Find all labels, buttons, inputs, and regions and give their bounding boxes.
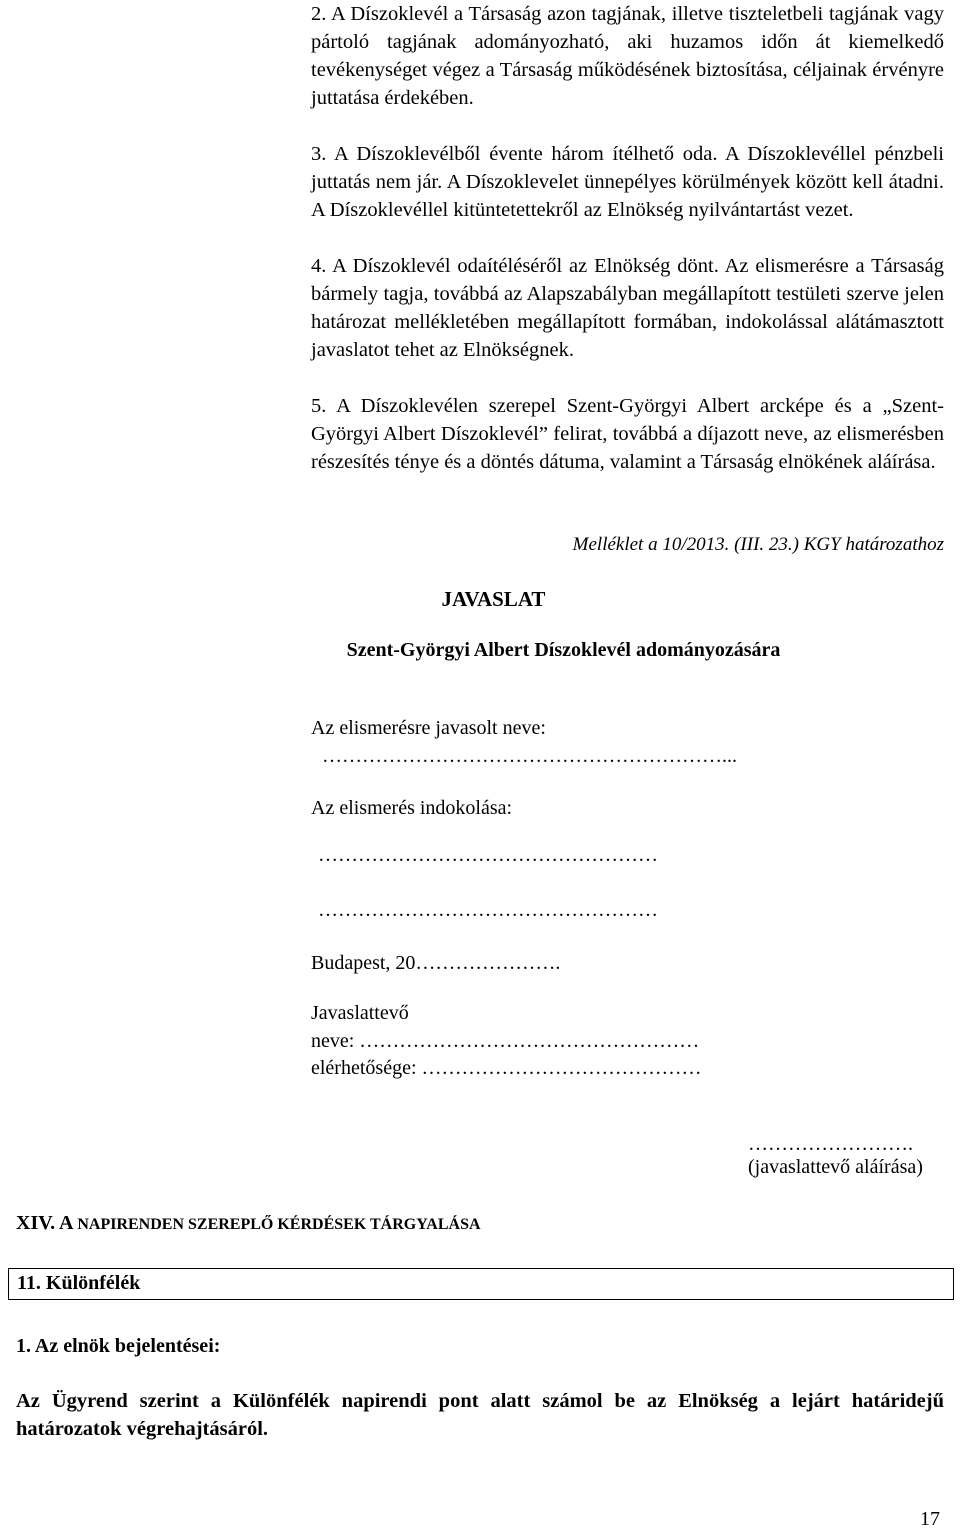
- paragraph-5: 5. A Díszoklevélen szerepel Szent-Györgyi Albert arcképe és a „Szent-Györgyi Albert Díszoklevél” felirat, továbbá a díjazott neve, az elismerésben részesítés ténye és a döntés dátuma, valamint a Társaság elnökének aláírása.: [311, 395, 944, 473]
- item-title: 1. Az elnök bejelentései:: [16, 1335, 221, 1357]
- form-reason-dots-2: ……………………………………………: [318, 899, 658, 921]
- subsection-title: 11. Különfélék: [17, 1272, 141, 1294]
- form-reason-dots-1: ……………………………………………: [318, 844, 658, 866]
- annex-title: JAVASLAT: [441, 587, 546, 611]
- annex-reference: Melléklet a 10/2013. (III. 23.) KGY határozathoz: [572, 534, 944, 555]
- form-place-date: Budapest, 20………………….: [311, 952, 561, 974]
- annex-subtitle: Szent-Györgyi Albert Díszoklevél adományozására: [346, 639, 781, 661]
- item-text: Az Ügyrend szerint a Különfélék napirendi pont alatt számol be az Elnökség a lejárt határidejű határozatok végrehajtásáról.: [16, 1390, 944, 1440]
- paragraph-2: 2. A Díszoklevél a Társaság azon tagjának, illetve tiszteletbeli tagjának vagy pártoló tagjának adományozható, aki huzamos időn át kiemelkedő tevékenységet végez a Társaság működésének biztosítása, céljainak érvényre juttatása érdekében.: [311, 3, 944, 109]
- paragraph-3: 3. A Díszoklevélből évente három ítélhető oda. A Díszoklevéllel pénzbeli juttatás nem jár. A Díszoklevelet ünnepélyes körülmények között kell átadni. A Díszoklevéllel kitüntetettekről az Elnökség nyilvántartást vezet.: [311, 143, 944, 221]
- paragraph-4: 4. A Díszoklevél odaítéléséről az Elnökség dönt. Az elismerésre a Társaság bármely tagja, továbbá az Alapszabályban megállapított testületi szerve jelen határozat mellékletében megállapított formában, indokolással alátámasztott javaslatot tehet az Elnökségnek.: [311, 255, 944, 361]
- form-proposer-contact: elérhetősége: ……………………………………: [311, 1057, 702, 1079]
- form-name-label: Az elismerésre javasolt neve:: [311, 717, 546, 739]
- section-heading: [16, 1212, 481, 1235]
- section-title: NAPIRENDEN SZEREPLŐ KÉRDÉSEK TÁRGYALÁSA: [77, 1216, 481, 1233]
- form-name-dots: ……………………………………………………...: [322, 745, 737, 767]
- section-roman: XIV. A: [16, 1212, 73, 1234]
- form-proposer-name: neve: ……………………………………………: [311, 1030, 700, 1052]
- subsection-box: [8, 1268, 954, 1300]
- form-reason-label: Az elismerés indokolása:: [311, 797, 513, 819]
- page-number: 17: [920, 1508, 940, 1530]
- signature-label: (javaslattevő aláírása): [748, 1156, 923, 1178]
- form-proposer-label: Javaslattevő: [311, 1002, 409, 1024]
- signature-dots: …………………….: [748, 1133, 913, 1155]
